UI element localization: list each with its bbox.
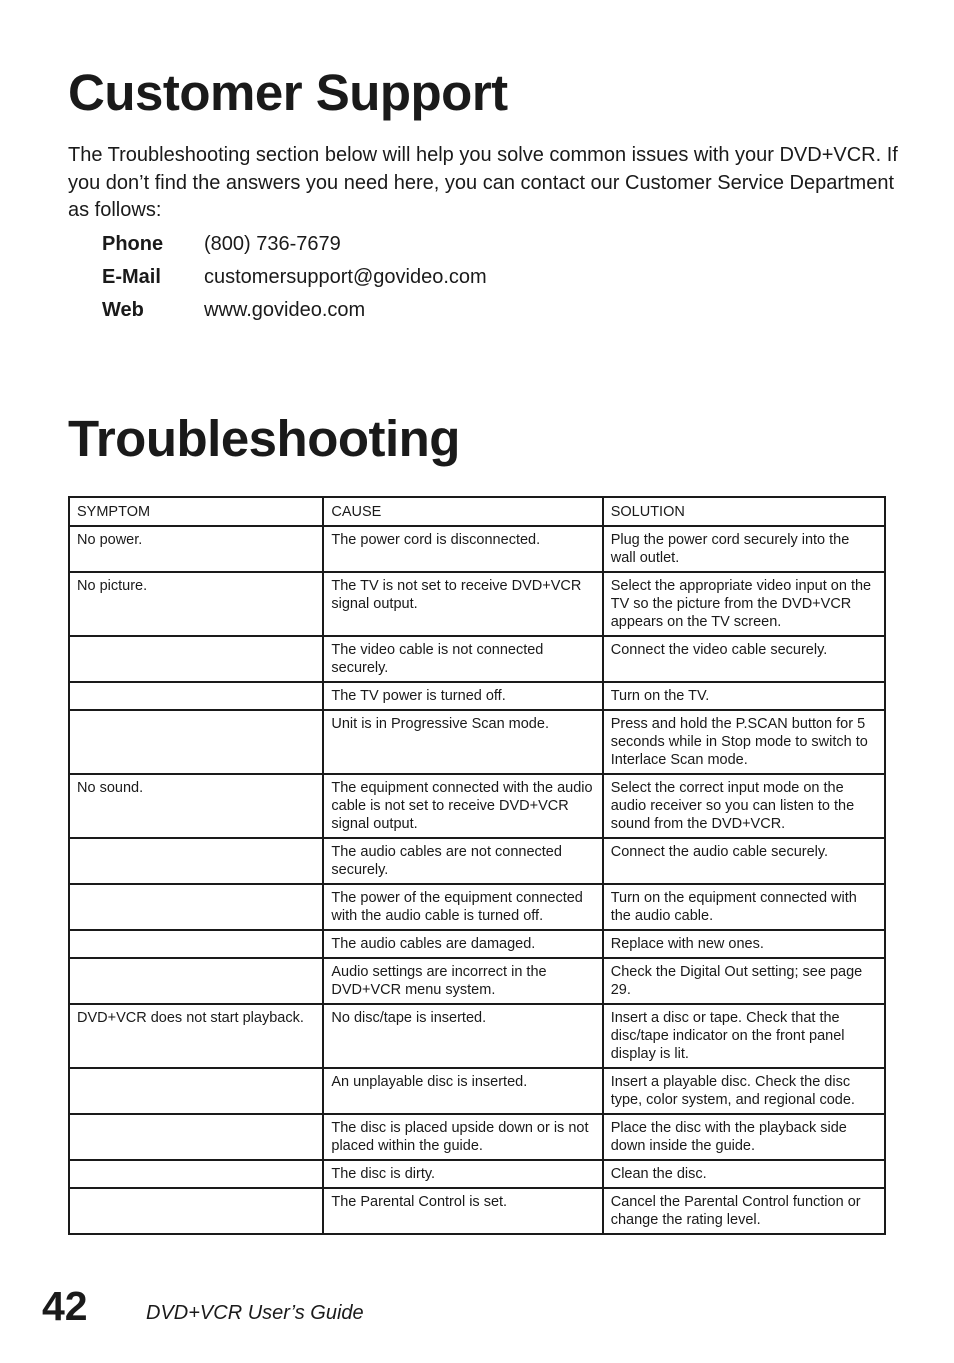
solution-cell: Press and hold the P.SCAN button for 5 seconds while in Stop mode to switch to Interlace Scan mode. [603, 710, 885, 774]
page-number: 42 [42, 1283, 88, 1329]
contact-label: Web [102, 299, 144, 321]
symptom-cell: No picture. [69, 572, 323, 636]
cause-cell: The power of the equipment connected with the audio cable is turned off. [323, 884, 602, 930]
solution-cell: Insert a playable disc. Check the disc type, color system, and regional code. [603, 1068, 885, 1114]
table-row [69, 838, 885, 884]
cause-cell: The power cord is disconnected. [323, 526, 602, 572]
table-row [69, 774, 885, 838]
contact-email [102, 261, 802, 294]
symptom-cell [69, 884, 323, 930]
table-row [69, 682, 885, 710]
table-header-row [69, 497, 885, 526]
guide-title: DVD+VCR User’s Guide [146, 1302, 364, 1324]
contact-list [102, 228, 802, 327]
solution-cell: Plug the power cord securely into the wall outlet. [603, 526, 885, 572]
customer-support-intro: The Troubleshooting section below will help you solve common issues with your DVD+VCR. If you don’t find the answers you need here, you can contact our Customer Service Department as follows: [68, 144, 898, 221]
symptom-cell [69, 1160, 323, 1188]
cause-cell: An unplayable disc is inserted. [323, 1068, 602, 1114]
contact-phone [102, 228, 802, 261]
table-row [69, 1068, 885, 1114]
solution-cell: Select the appropriate video input on the TV so the picture from the DVD+VCR appears on the TV screen. [603, 572, 885, 636]
cause-cell: The disc is placed upside down or is not placed within the guide. [323, 1114, 602, 1160]
cause-cell: The equipment connected with the audio cable is not set to receive DVD+VCR signal output. [323, 774, 602, 838]
column-header-symptom: SYMPTOM [69, 497, 323, 526]
solution-cell: Select the correct input mode on the audio receiver so you can listen to the sound from the DVD+VCR. [603, 774, 885, 838]
troubleshooting-table [68, 496, 886, 1235]
column-header-cause: CAUSE [323, 497, 602, 526]
cause-cell: The Parental Control is set. [323, 1188, 602, 1234]
cause-cell: Unit is in Progressive Scan mode. [323, 710, 602, 774]
symptom-cell [69, 710, 323, 774]
contact-value: (800) 736-7679 [204, 233, 341, 255]
cause-cell: The audio cables are damaged. [323, 930, 602, 958]
troubleshooting-heading: Troubleshooting [68, 410, 460, 467]
cause-cell: No disc/tape is inserted. [323, 1004, 602, 1068]
symptom-cell: No sound. [69, 774, 323, 838]
table-row [69, 1114, 885, 1160]
cause-cell: The video cable is not connected securely. [323, 636, 602, 682]
symptom-cell [69, 1068, 323, 1114]
symptom-cell [69, 838, 323, 884]
symptom-cell: No power. [69, 526, 323, 572]
table-row [69, 1188, 885, 1234]
symptom-cell [69, 1114, 323, 1160]
customer-support-heading: Customer Support [68, 64, 508, 121]
solution-cell: Replace with new ones. [603, 930, 885, 958]
cause-cell: The TV is not set to receive DVD+VCR signal output. [323, 572, 602, 636]
solution-cell: Turn on the TV. [603, 682, 885, 710]
cause-cell: Audio settings are incorrect in the DVD+VCR menu system. [323, 958, 602, 1004]
contact-label: Phone [102, 233, 164, 255]
solution-cell: Cancel the Parental Control function or change the rating level. [603, 1188, 885, 1234]
solution-cell: Place the disc with the playback side down inside the guide. [603, 1114, 885, 1160]
table-row [69, 958, 885, 1004]
table-row [69, 710, 885, 774]
contact-web [102, 294, 802, 327]
symptom-cell [69, 682, 323, 710]
solution-cell: Clean the disc. [603, 1160, 885, 1188]
cause-cell: The TV power is turned off. [323, 682, 602, 710]
table-row [69, 572, 885, 636]
cause-cell: The disc is dirty. [323, 1160, 602, 1188]
contact-label: E-Mail [102, 266, 161, 288]
contact-value: customersupport@govideo.com [204, 266, 487, 288]
solution-cell: Check the Digital Out setting; see page 29. [603, 958, 885, 1004]
table-row [69, 884, 885, 930]
symptom-cell [69, 958, 323, 1004]
cause-cell: The audio cables are not connected securely. [323, 838, 602, 884]
solution-cell: Connect the video cable securely. [603, 636, 885, 682]
column-header-solution: SOLUTION [603, 497, 885, 526]
table-row [69, 1160, 885, 1188]
symptom-cell [69, 636, 323, 682]
symptom-cell [69, 1188, 323, 1234]
table-row [69, 636, 885, 682]
symptom-cell [69, 930, 323, 958]
symptom-cell: DVD+VCR does not start playback. [69, 1004, 323, 1068]
solution-cell: Turn on the equipment connected with the audio cable. [603, 884, 885, 930]
solution-cell: Insert a disc or tape. Check that the disc/tape indicator on the front panel display is lit. [603, 1004, 885, 1068]
contact-value: www.govideo.com [204, 299, 366, 321]
table-row [69, 930, 885, 958]
table-row [69, 526, 885, 572]
table-row [69, 1004, 885, 1068]
solution-cell: Connect the audio cable securely. [603, 838, 885, 884]
